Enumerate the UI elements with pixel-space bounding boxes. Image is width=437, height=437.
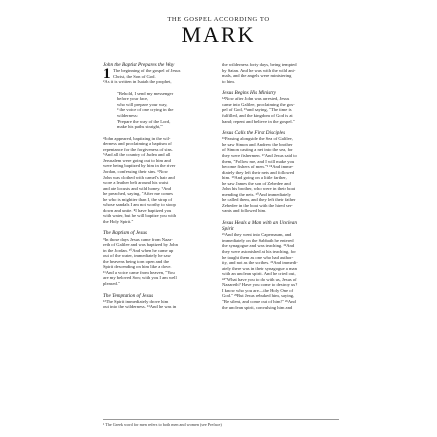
verse-line: vants and followed him. xyxy=(222,208,267,214)
section-heading: The Baptism of Jesus xyxy=(103,230,147,237)
section-heading: Jesus Calls the First Disciples xyxy=(222,130,286,137)
verse-line: wore a leather belt around his waist xyxy=(103,180,169,186)
quote-line: before your face, xyxy=(117,96,149,102)
verse-line: with water, but he will baptize you with xyxy=(103,213,177,219)
verse-line: mals, and the angels were ministering xyxy=(222,73,292,79)
verse-line: ately there was in their synagogue a man xyxy=(222,265,297,271)
verse-line: ¹¹And a voice came from heaven, "You xyxy=(103,269,175,275)
verse-line: I know who you are—the Holy One of xyxy=(222,287,294,293)
verse-line: immediately on the Sabbath he entered xyxy=(222,237,294,243)
chapter-number: 1 xyxy=(103,66,111,83)
quote-line: wilderness: xyxy=(117,113,138,119)
left-column xyxy=(103,62,217,417)
verse-line: he called them, and they left their father xyxy=(222,197,296,203)
running-title: THE GOSPEL ACCORDING TO xyxy=(167,16,270,23)
section-unclean-spirit xyxy=(222,220,339,310)
isaiah-quotation xyxy=(103,91,217,130)
verse-line: the heavens being torn open and the xyxy=(103,258,170,264)
verse-line: fulfilled, and the kingdom of God is at xyxy=(222,113,293,119)
verse-line: derness and proclaiming a baptism of xyxy=(103,141,172,147)
verse-line: John his brother, who were in their boat xyxy=(222,186,296,192)
verse-line: of Simon casting a net into the sea, for xyxy=(222,147,293,153)
verse-line: Nazareth? Have you come to destroy us? xyxy=(222,282,298,288)
verse-line: the unclean spirit, convulsing him and xyxy=(222,304,293,310)
verse-line: Christ, the Son of God. xyxy=(113,73,156,79)
verse-line: ¹⁴Now after John was arrested, Jesus xyxy=(222,96,290,102)
verse-line: with an unclean spirit. And he cried out, xyxy=(222,271,296,277)
verse-line: God." ²⁵But Jesus rebuked him, saying, xyxy=(222,293,295,299)
verse-line: he who is mightier than I, the strap of xyxy=(103,196,173,202)
verse-line: repentance for the forgiveness of sins. xyxy=(103,146,173,152)
section-ministry xyxy=(222,90,339,124)
quote-line: "Behold, I send my messenger xyxy=(117,90,174,96)
john-paragraph xyxy=(103,136,217,225)
verse-line: John was clothed with camel's hair and xyxy=(103,174,175,180)
verse-line: out of the water, immediately he saw xyxy=(103,253,171,259)
section-heading: Jesus Begins His Ministry xyxy=(222,90,277,97)
section-heading: The Temptation of Jesus xyxy=(103,292,154,299)
verse-line: him. ¹⁹And going on a little farther, xyxy=(222,175,287,181)
verse-line: diately they left their nets and followed xyxy=(222,169,295,175)
verse-line: by Satan. And he was with the wild ani- xyxy=(222,67,296,73)
verse-line: Zebedee in the boat with the hired ser- xyxy=(222,202,293,208)
section-heading: Jesus Heals a Man with an Unclean xyxy=(222,219,297,226)
verse-line: ⁹In those days Jesus came from Naza- xyxy=(103,236,173,242)
verse-line: they were astonished at his teaching, for xyxy=(222,249,296,255)
section-baptism xyxy=(103,230,217,286)
verse-line: to him. xyxy=(222,78,236,84)
verse-line: he saw James the son of Zebedee and xyxy=(222,180,291,186)
verse-line: hand; repent and believe in the gospel." xyxy=(222,118,295,124)
verse-line: ¹²The Spirit immediately drove him xyxy=(103,298,169,304)
verse-line: "Be silent, and come out of him!" ²⁶And xyxy=(222,298,296,304)
quote-line: who will prepare your way, xyxy=(117,101,168,107)
verse-line: them, "Follow me, and I will make you xyxy=(222,158,295,164)
verse-line: ⁵And all the country of Judea and all xyxy=(103,152,171,158)
section-temptation xyxy=(103,293,217,310)
verse-line: whose sandals I am not worthy to stoop xyxy=(103,202,176,208)
verse-line: pel of God, ¹⁵and saying, "The time is xyxy=(222,107,292,113)
verse-line: ⁴John appeared, baptizing in the wil- xyxy=(103,135,171,141)
verse-line: ity, and not as the scribes. ²³And immedi- xyxy=(222,260,298,266)
verse-line: mending the nets. ²⁰And immediately xyxy=(222,191,291,197)
verse-line: Spirit descending on him like a dove. xyxy=(103,264,172,270)
verse-line: he taught them as one who had author- xyxy=(222,254,294,260)
verse-line: the wilderness forty days, being tempted xyxy=(222,62,297,67)
section-first-disciples xyxy=(222,130,339,214)
verse-line: in the Jordan. ¹⁰And when he came up xyxy=(103,247,174,253)
right-column xyxy=(222,62,339,417)
verse-line: were being baptized by him in the river xyxy=(103,163,176,169)
verse-line: he saw Simon and Andrew the brother xyxy=(222,141,293,147)
section-heading: John the Baptist Prepares the Way xyxy=(103,62,175,68)
verse-line: Jordan, confessing their sins. ⁶Now xyxy=(103,168,168,174)
verse-line: came into Galilee, proclaiming the gos- xyxy=(222,101,295,107)
quote-line: make his paths straight,'" xyxy=(117,124,164,130)
quote-line: 'Prepare the way of the Lord, xyxy=(117,118,171,124)
verse-line: The beginning of the gospel of Jesus xyxy=(113,68,181,74)
verse-line: ¹⁶Passing alongside the Sea of Galilee, xyxy=(222,136,293,142)
verse-line: reth of Galilee and was baptized by John xyxy=(103,242,178,248)
verse-line: ²¹And they went into Capernaum, and xyxy=(222,232,292,238)
verse-line: Jerusalem were going out to him and xyxy=(103,157,171,163)
verse-line: they were fishermen. ¹⁷And Jesus said to xyxy=(222,152,297,158)
temptation-continued xyxy=(222,62,339,84)
verse-line: ²⁴"What have you to do with us, Jesus of xyxy=(222,276,297,282)
section-heading-continued: Spirit xyxy=(222,226,234,233)
quote-line: ³ the voice of one crying in the xyxy=(117,107,174,113)
verse-line: he preached, saying, "After me comes xyxy=(103,191,173,197)
verse-line: are my beloved Son; with you I am well xyxy=(103,275,177,281)
verse-line: ²As it is written in Isaiah the prophet, xyxy=(103,79,172,85)
verse-line: down and untie. ⁸I have baptized you xyxy=(103,207,172,213)
verse-line: become fishers of men."¹ ¹⁸And imme- xyxy=(222,164,294,170)
verse-line: the synagogue and was teaching. ²²And xyxy=(222,243,295,249)
verse-line: pleased." xyxy=(103,281,120,286)
footnote: ¹ The Greek word for men refers to both men and women (see Preface) xyxy=(103,419,339,427)
verse-line: the Holy Spirit." xyxy=(103,218,134,224)
section-prepares-the-way xyxy=(103,62,217,85)
verse-line: out into the wilderness. ¹³And he was in xyxy=(103,304,177,310)
verse-line: and ate locusts and wild honey. ⁷And xyxy=(103,185,172,191)
book-title: MARK xyxy=(181,22,256,47)
